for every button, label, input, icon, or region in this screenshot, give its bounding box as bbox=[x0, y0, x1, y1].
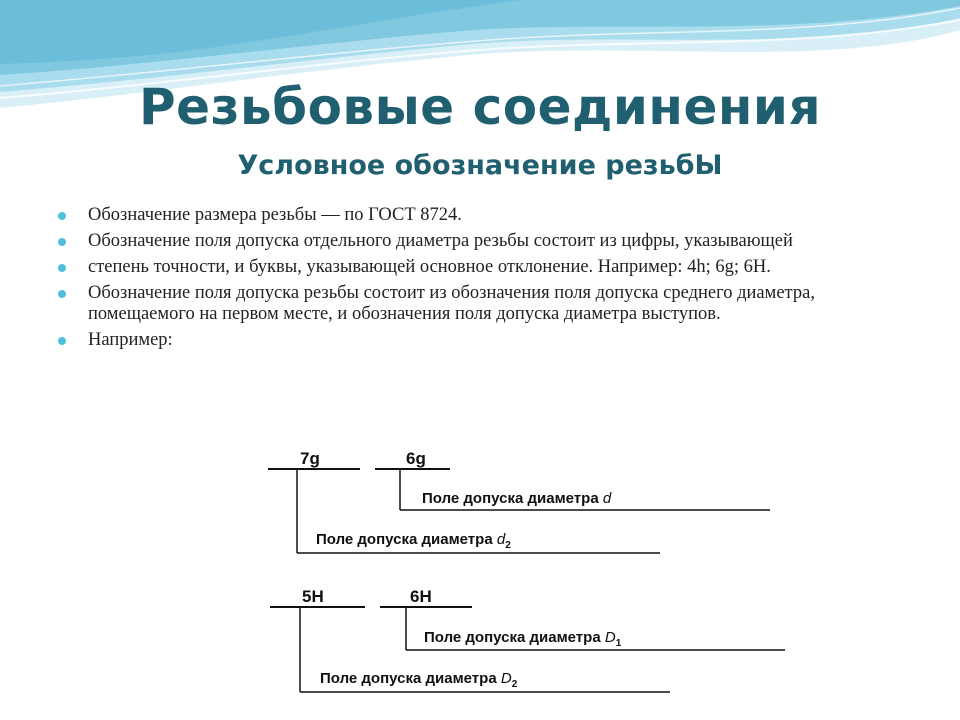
bullet-dot-icon bbox=[58, 238, 66, 246]
bullet-text: Например: bbox=[88, 330, 173, 350]
bullet-item bbox=[58, 257, 898, 278]
bullet-text: Обозначение поля допуска резьбы состоит из обозначения поля допуска среднего диаметра, помещаемого на первом месте, и обозначения поля допуска диаметра выступов. bbox=[88, 283, 815, 324]
bullet-item bbox=[58, 330, 898, 351]
slide-subtitle: Условное обозначение резьбЫ bbox=[237, 150, 723, 181]
major-diameter-caption: Поле допуска диаметра $D_1$ bbox=[424, 629, 622, 649]
internal-thread-designation bbox=[270, 587, 785, 692]
mid-tolerance-label-5h: 5H bbox=[302, 587, 324, 606]
bullet-item bbox=[58, 205, 898, 226]
bullet-dot-icon bbox=[58, 290, 66, 298]
bullet-dot-icon bbox=[58, 264, 66, 272]
bullet-text: степень точности, и буквы, указывающей основное отклонение. Например: 4h; 6g; 6H. bbox=[88, 257, 771, 277]
bullet-dot-icon bbox=[58, 337, 66, 345]
external-thread-designation bbox=[268, 449, 770, 553]
bullet-text: Обозначение поля допуска отдельного диаметра резьбы состоит из цифры, указывающей bbox=[88, 231, 793, 251]
bullet-text: Обозначение размера резьбы — по ГОСТ 8724. bbox=[88, 205, 462, 225]
bullet-list bbox=[58, 205, 898, 356]
bullet-item bbox=[58, 231, 898, 252]
tolerance-diagram bbox=[240, 440, 800, 710]
major-tolerance-label-6g: 6g bbox=[406, 449, 426, 468]
mid-diameter-caption: Поле допуска диаметра $D_2$ bbox=[320, 670, 518, 690]
bullet-dot-icon bbox=[58, 212, 66, 220]
slide-title: Резьбовые соединения bbox=[138, 78, 822, 136]
major-tolerance-label-6h: 6H bbox=[410, 587, 432, 606]
major-diameter-caption: Поле допуска диаметра d bbox=[422, 490, 612, 507]
bullet-item bbox=[58, 283, 898, 325]
mid-tolerance-label-7g: 7g bbox=[300, 449, 320, 468]
mid-diameter-caption: Поле допуска диаметра $d_2$ bbox=[316, 531, 511, 551]
